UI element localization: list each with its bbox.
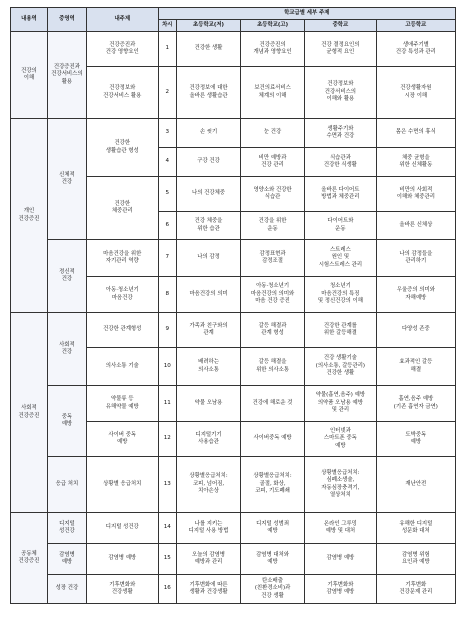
high-cell: 효과적인 갈등 해결 [376, 348, 455, 386]
elem-upper-cell: 사이버중독 예방 [241, 422, 305, 457]
area-cell: 사회적 건강증진 [11, 313, 48, 513]
high-cell: 기후변화 건강문제 관리 [376, 575, 455, 604]
sub-area-cell: 정신적 건강 [47, 240, 86, 313]
elem-upper-cell: 영양소와 건강한 식습관 [241, 177, 305, 212]
order-cell: 11 [158, 386, 176, 422]
order-cell: 15 [158, 544, 176, 575]
elem-upper-cell: 눈 건강 [241, 119, 305, 148]
table-row [11, 313, 456, 348]
order-cell: 14 [158, 513, 176, 544]
elem-upper-cell: 상황별응급처치: 골절, 화상, 코피, 기도폐쇄 [241, 457, 305, 513]
elem-lower-cell: 나의 감정 [177, 240, 241, 277]
middle-cell: 건강한 관계를 위한 갈등해결 [305, 313, 377, 348]
middle-cell: 건강 생활기술 (의사소통, 갈등관리) 건강한 생활 [305, 348, 377, 386]
middle-cell: 약물(흡연,음주) 예방 의약품 오남용 예방 및 관리 [305, 386, 377, 422]
header-area: 내용역 [11, 8, 48, 32]
elem-lower-cell: 오늘의 감염병 예방과 관리 [177, 544, 241, 575]
order-cell: 5 [158, 177, 176, 212]
high-cell: 체중 균형을 위한 신체활동 [376, 148, 455, 177]
high-cell: 감염병 위험 요인과 예방 [376, 544, 455, 575]
elem-lower-cell: 나의 건강체중 [177, 177, 241, 212]
high-cell: 다양성 존중 [376, 313, 455, 348]
order-cell: 9 [158, 313, 176, 348]
sub-area-cell: 응급 처치 [47, 457, 86, 513]
table-row [11, 457, 456, 513]
order-cell: 1 [158, 32, 176, 67]
order-cell: 8 [158, 277, 176, 313]
table-row [11, 119, 456, 148]
elem-lower-cell: 가족과 친구와의 관계 [177, 313, 241, 348]
order-cell: 10 [158, 348, 176, 386]
middle-cell: 스트레스 원인 및 시험스트레스 관리 [305, 240, 377, 277]
header-high: 고등학교 [376, 20, 455, 32]
header-main-topic: 내주제 [86, 8, 158, 32]
order-cell: 6 [158, 212, 176, 240]
area-cell: 공동체 건강증진 [11, 513, 48, 604]
high-cell: 건강생활자원 시장 이해 [376, 67, 455, 119]
table-row [11, 386, 456, 422]
high-cell: 유해한 디지털 성문화 대처 [376, 513, 455, 544]
header-elem-lower: 초등학교(저) [177, 20, 241, 32]
elem-lower-cell: 배려하는 의사소통 [177, 348, 241, 386]
sub-area-cell: 성장 건강 [47, 575, 86, 604]
topic-cell: 기후변화와 건강생활 [86, 575, 158, 604]
elem-upper-cell: 보건의료서비스 체계의 이해 [241, 67, 305, 119]
high-cell: 비만의 사회적 이해와 체중관리 [376, 177, 455, 212]
order-cell: 7 [158, 240, 176, 277]
order-cell: 4 [158, 148, 176, 177]
middle-cell: 온라인 그루밍 예방 및 대처 [305, 513, 377, 544]
topic-cell: 건강증진과 건강 영향요인 [86, 32, 158, 67]
middle-cell: 상황별응급처치: 심폐소생술, 자동심장충격기, 열상처치 [305, 457, 377, 513]
order-cell: 16 [158, 575, 176, 604]
elem-lower-cell: 상황별응급처치: 코피, 넘어짐, 치아손상 [177, 457, 241, 513]
middle-cell: 인터넷과 스마트폰 중독 예방 [305, 422, 377, 457]
high-cell: 몸은 수면의 휴식 [376, 119, 455, 148]
high-cell: 우울증의 의미와 자해예방 [376, 277, 455, 313]
middle-cell: 생활주기와 수면과 건강 [305, 119, 377, 148]
elem-lower-cell: 기후변화에 따른 생활과 건강생활 [177, 575, 241, 604]
middle-cell: 기후변화와 감염병 예방 [305, 575, 377, 604]
elem-upper-cell: 감염병 대처와 예방 [241, 544, 305, 575]
middle-cell: 올바른 다이어트 방법과 체중관리 [305, 177, 377, 212]
elem-lower-cell: 디지털기기 사용습관 [177, 422, 241, 457]
elem-upper-cell: 탄소배출 (친환경소비)과 건강 생활 [241, 575, 305, 604]
header-elem-upper: 초등학교(고) [241, 20, 305, 32]
table-row [11, 32, 456, 67]
elem-lower-cell: 나를 지키는 디지털 사용 방법 [177, 513, 241, 544]
header-school-topics: 학교급별 세부 주제 [158, 8, 455, 20]
elem-upper-cell: 건강증진의 개념과 영향요인 [241, 32, 305, 67]
elem-upper-cell: 비만 예방과 건강 관리 [241, 148, 305, 177]
order-cell: 12 [158, 422, 176, 457]
high-cell: 나의 감정들을 관리하기 [376, 240, 455, 277]
high-cell: 도박중독 예방 [376, 422, 455, 457]
middle-cell: 식습관과 건강한 식생활 [305, 148, 377, 177]
elem-lower-cell: 구강 건강 [177, 148, 241, 177]
elem-lower-cell: 약물 오남용 [177, 386, 241, 422]
elem-lower-cell: 건강정보에 대한 올바른 생활습관 [177, 67, 241, 119]
sub-area-cell: 감염병 예방 [47, 544, 86, 575]
sub-area-cell: 건강증진과 건강서비스의 활용 [47, 32, 86, 119]
middle-cell: 건강 결정요인의 균형적 요인 [305, 32, 377, 67]
table-body [11, 32, 456, 604]
sub-area-cell: 신체적 건강 [47, 119, 86, 240]
topic-cell: 의사소통 기술 [86, 348, 158, 386]
sub-area-cell: 사회적 건강 [47, 313, 86, 386]
topic-cell: 디지털 성건강 [86, 513, 158, 544]
topic-cell: 사이버 중독 예방 [86, 422, 158, 457]
table-row [11, 575, 456, 604]
table-row [11, 544, 456, 575]
elem-lower-cell: 건강한 생활 [177, 32, 241, 67]
order-cell: 3 [158, 119, 176, 148]
area-cell: 건강의 이해 [11, 32, 48, 119]
elem-lower-cell: 건강 체중을 위한 습관 [177, 212, 241, 240]
middle-cell: 감염병 예방 [305, 544, 377, 575]
topic-cell: 마음건강을 위한 자기관리 역량 [86, 240, 158, 277]
order-cell: 2 [158, 67, 176, 119]
topic-cell: 아동·청소년기 마음건강 [86, 277, 158, 313]
topic-cell: 건강한 생활습관 형성 [86, 119, 158, 177]
high-cell: 흡연,음주 예방 (기존 흡연자 금연) [376, 386, 455, 422]
header-order: 차시 [158, 20, 176, 32]
high-cell: 재난안전 [376, 457, 455, 513]
elem-upper-cell: 갈등 해결을 위한 의사소통 [241, 348, 305, 386]
order-cell: 13 [158, 457, 176, 513]
elem-upper-cell: 감정표현과 감정조절 [241, 240, 305, 277]
middle-cell: 청소년기 마음건강의 특징 및 정신건강의 이해 [305, 277, 377, 313]
area-cell: 개인 건강증진 [11, 119, 48, 313]
elem-upper-cell: 아동·청소년기 마음건강의 의미와 마음 건강 증진 [241, 277, 305, 313]
elem-upper-cell: 갈등 해결과 관계 형성 [241, 313, 305, 348]
elem-lower-cell: 손 씻기 [177, 119, 241, 148]
elem-upper-cell: 건강에 해로운 것 [241, 386, 305, 422]
elem-upper-cell: 디지털 성범죄 예방 [241, 513, 305, 544]
table-row [11, 513, 456, 544]
middle-cell: 건강정보와 건강서비스의 이해와 활용 [305, 67, 377, 119]
topic-cell: 건강한 관계형성 [86, 313, 158, 348]
topic-cell: 감염병 예방 [86, 544, 158, 575]
high-cell: 생애주기별 건강 특성과 관리 [376, 32, 455, 67]
topic-cell: 건강한 체중관리 [86, 177, 158, 240]
header-middle: 중학교 [305, 20, 377, 32]
sub-area-cell: 중독 예방 [47, 386, 86, 457]
high-cell: 올바른 신체상 [376, 212, 455, 240]
sub-area-cell: 디지털 성건강 [47, 513, 86, 544]
elem-lower-cell: 마음건강의 의미 [177, 277, 241, 313]
table-row [11, 240, 456, 277]
header-sub-area: 중영역 [47, 8, 86, 32]
topic-cell: 약물류 등 유해약물 예방 [86, 386, 158, 422]
middle-cell: 다이어트와 운동 [305, 212, 377, 240]
topic-cell: 상황별 응급처치 [86, 457, 158, 513]
topic-cell: 건강정보와 건강서비스 활용 [86, 67, 158, 119]
curriculum-table [10, 7, 456, 604]
elem-upper-cell: 건강을 위한 운동 [241, 212, 305, 240]
